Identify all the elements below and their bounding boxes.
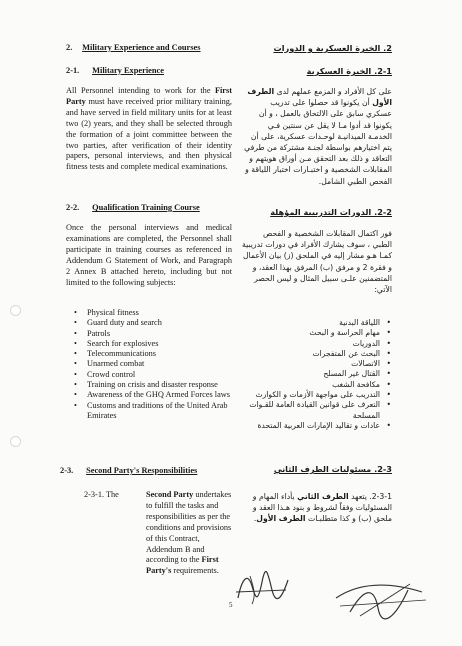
section-2-1-body: All Personnel intending to work for the First Party must have received prior military training, and have served in field military units for at least two (2) years, and they shall be selected through the formation of a joint committee between the two parties, after verification of their identity papers, personal interviews, and then physical fitness tests and complete medical examinations. bbox=[66, 86, 232, 172]
section-2-heading bbox=[66, 43, 201, 52]
clause-2-3-1-number: 2-3-1. The bbox=[84, 490, 119, 499]
signature-left bbox=[232, 568, 292, 608]
section-2-1-heading bbox=[66, 66, 164, 75]
page-number: 5 bbox=[229, 601, 233, 609]
first-party-term: الطرف الأول bbox=[256, 514, 306, 524]
list-item: • الاتصالات bbox=[244, 359, 392, 369]
list-item: • Unarmed combat bbox=[73, 359, 231, 369]
list-item: • القتال غير المسلح bbox=[244, 369, 392, 379]
first-party-term: الطرف الأول bbox=[247, 87, 392, 108]
section-title: Military Experience and Courses bbox=[82, 43, 201, 52]
list-item: • التعرف على قوانين القيادة العامة للقـوات المسلحة bbox=[244, 400, 392, 421]
first-party-term: First Party bbox=[66, 86, 232, 106]
arabic-section-2-1-body: على كل الأفراد و المزمع عملهم لدى الطرف الأول أن يكونوا قد حصلوا على تدريب عسكري سابق على الالتحاق بالعمل ، و أن يكونوا قد أدوا مـا لا يقل عن سنتين فـي الخدمـة الميدانيـة لوحـدات عسكرية، على أن يتم اختيارهم بواسطة لجنـة مشتركة من طرفي التعاقد و ذلك بعد التحقق مـن أوراق هويتهم و المقابلات الشخصية و اختبـارات اختبار اللياقة و الفحص الطبي الشامل. bbox=[244, 87, 392, 186]
list-item: • Customs and traditions of the United Arab Emirates bbox=[73, 401, 231, 422]
section-2-2-heading bbox=[66, 203, 200, 212]
section-title: Military Experience bbox=[92, 66, 164, 75]
arabic-section-2-2-body: فور اكتمال المقابلات الشخصية و الفحص الطبي ، سوف يشارك الأفراد في دورات تدريبية كمـا هـو مشار إليه في الملحق (ز) بيان الأعمال و فقرة 2 و مرفق (ب) المرفق بهذا العقد، و المتضمنين علـى سبيل المثال و ليس الحصر الآتي: bbox=[242, 229, 392, 295]
section-title: Second Party's Responsibilities bbox=[86, 466, 198, 475]
arabic-clause-2-3-1: 2-3-1. يتعهد الطرف الثاني بأداء المهام و المسئوليات وفقاً لشروط و بنود هـذا العقد و ملحق (ب) و كذا متطلبـات الطرف الأول. bbox=[252, 492, 392, 524]
list-item: • مهام الحراسة و البحث bbox=[244, 328, 392, 338]
section-number: 2. bbox=[66, 43, 73, 52]
binder-hole bbox=[10, 305, 21, 316]
section-number: 2-2. bbox=[66, 203, 80, 212]
arabic-section-2-2-heading: 2-2. الدورات التدريبية المؤهلة bbox=[270, 207, 392, 217]
arabic-section-2-heading: 2. الخبرة العسكرية و الدورات bbox=[273, 43, 392, 53]
list-item: • Patrols bbox=[73, 329, 231, 339]
section-title: Qualification Training Course bbox=[92, 203, 200, 212]
list-item: • Training on crisis and disaster response bbox=[73, 380, 231, 390]
list-item: • التدريب على مواجهة الأزمات و الكوارث bbox=[244, 390, 392, 400]
arabic-section-2-1-heading: 2-1. الخبرة العسكرية bbox=[306, 66, 392, 76]
list-item: • اللياقة البدنية bbox=[244, 318, 392, 328]
section-2-3-heading bbox=[60, 466, 197, 475]
binder-hole bbox=[10, 436, 21, 447]
second-party-term: Second Party bbox=[146, 490, 194, 499]
arabic-training-subjects-list bbox=[244, 318, 392, 431]
list-item: • Guard duty and search bbox=[73, 318, 231, 328]
list-item: • Search for explosives bbox=[73, 339, 231, 349]
section-number: 2-3. bbox=[60, 466, 74, 475]
signature-right bbox=[330, 578, 430, 622]
section-number: 2-1. bbox=[66, 66, 80, 75]
list-item: • Physical fitness bbox=[73, 308, 231, 318]
second-party-term: الطرف الثاني bbox=[297, 492, 349, 501]
list-item: • عادات و تقاليد الإمارات العربية المتحدة bbox=[244, 421, 392, 431]
list-item: • Awareness of the GHQ Armed Forces laws bbox=[73, 390, 231, 400]
clause-2-3-1-body: Second Party undertakes to fulfill the tasks and responsibilities as per the conditions and provisions of this Contract, Addendum B and according to the First Party's requirements. bbox=[146, 490, 232, 576]
list-item: • Crowd control bbox=[73, 370, 231, 380]
first-party-term: First Party's bbox=[146, 555, 219, 576]
list-item: • Telecommunications bbox=[73, 349, 231, 359]
training-subjects-list bbox=[73, 308, 231, 421]
arabic-section-2-3-heading: 2-3. مسئوليات الطرف الثاني bbox=[273, 464, 392, 474]
list-item: • مكافحة الشغب bbox=[244, 380, 392, 390]
list-item: • الدوريات bbox=[244, 339, 392, 349]
section-2-2-body: Once the personal interviews and medical examinations are completed, the Personnel shall participate in training courses as referenced in Addendum G Statement of Work, and Paragraph 2 Annex B attached hereto, including but not limited to the following subjects: bbox=[66, 223, 232, 287]
list-item: • البحث عن المتفجرات bbox=[244, 349, 392, 359]
